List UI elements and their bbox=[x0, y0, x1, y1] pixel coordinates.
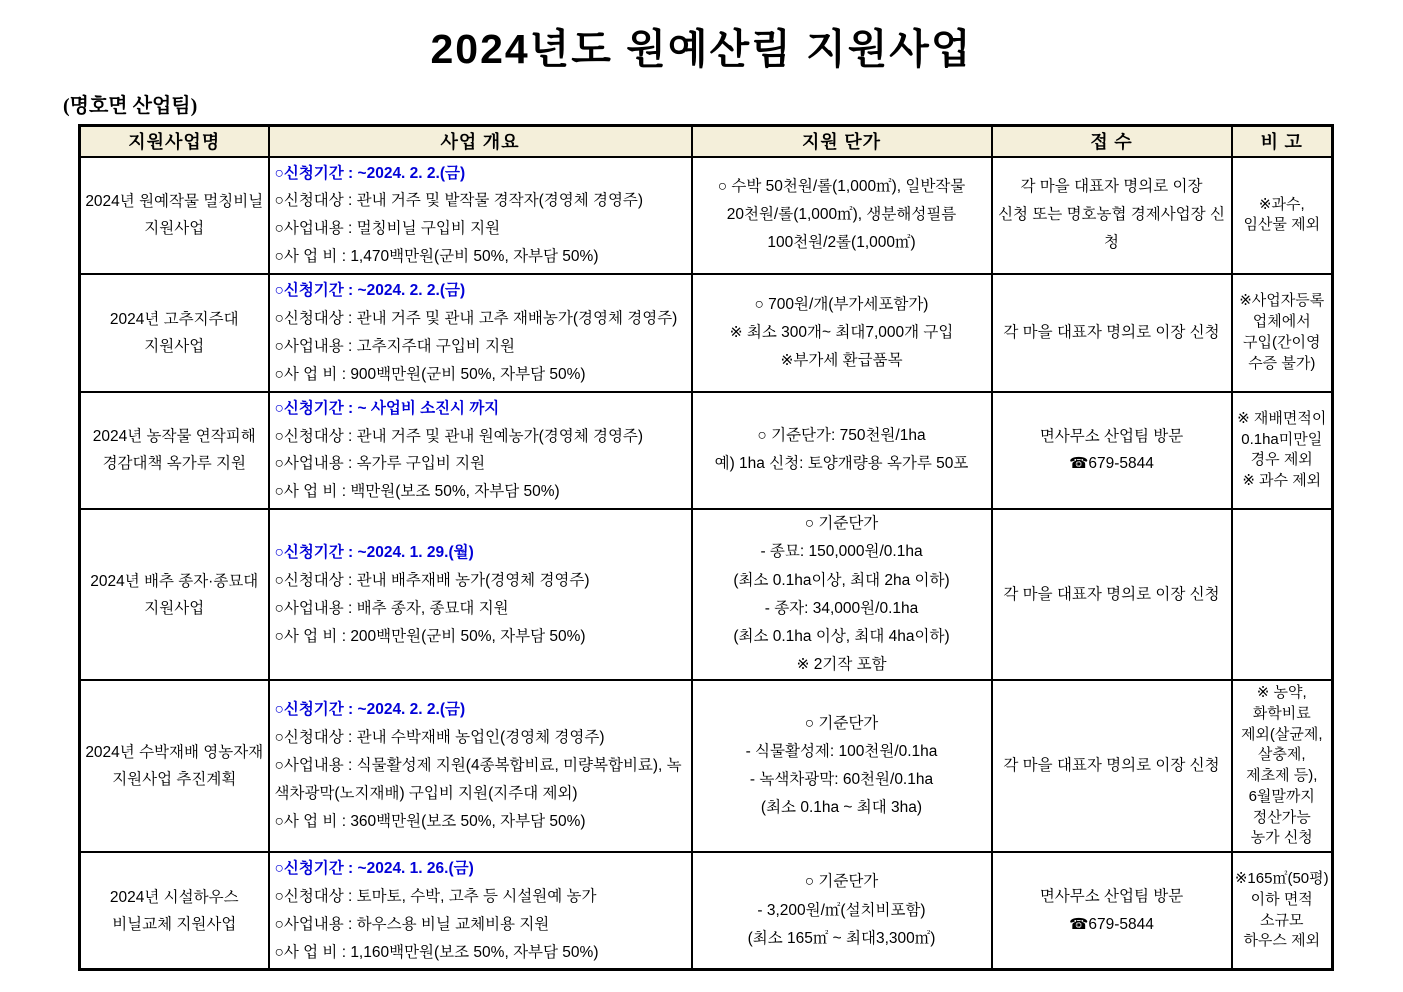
table-row bbox=[80, 680, 1333, 852]
overview-items: ○신청대상 : 관내 배추재배 농가(경영체 경영주) ○사업내용 : 배추 종자, 종묘대 지원 ○사 업 비 : 200백만원(군비 50%, 자부담 50%) bbox=[274, 571, 590, 645]
table-row bbox=[80, 852, 1333, 970]
table-header-row bbox=[80, 126, 1333, 157]
program-name-cell: 2024년 농작물 연작피해 경감대책 옥가루 지원 bbox=[80, 392, 269, 510]
header-note: 비 고 bbox=[1232, 126, 1333, 157]
page-title: 2024년도 원예산림 지원사업 bbox=[430, 26, 973, 72]
application-period: ○신청기간 : ~2024. 1. 26.(금) bbox=[274, 859, 474, 877]
overview-cell bbox=[269, 680, 692, 852]
program-name-cell: 2024년 시설하우스 비닐교체 지원사업 bbox=[80, 852, 269, 970]
header-program-name: 지원사업명 bbox=[80, 126, 269, 157]
overview-items: ○신청대상 : 관내 거주 및 밭작물 경작자(경영체 경영주) ○사업내용 : 멀칭비닐 구입비 지원 ○사 업 비 : 1,470백만원(군비 50%, 자부담 50%) bbox=[274, 192, 644, 266]
unit-price-cell: ○ 수박 50천원/롤(1,000㎡), 일반작물 20천원/롤(1,000㎡), 생분해성필름 100천원/2롤(1,000㎡) bbox=[692, 157, 992, 275]
overview-cell bbox=[269, 852, 692, 970]
header-reception: 접 수 bbox=[992, 126, 1232, 157]
reception-cell: 각 마을 대표자 명의로 이장 신청 또는 명호농협 경제사업장 신청 bbox=[992, 157, 1232, 275]
application-period: ○신청기간 : ~2024. 2. 2.(금) bbox=[274, 164, 466, 182]
note-cell: ※ 농약, 화학비료 제외(살균제, 살충제, 제초제 등), 6월말까지 정산가능 농가 신청 bbox=[1232, 680, 1333, 852]
overview-cell bbox=[269, 274, 692, 392]
application-period: ○신청기간 : ~2024. 2. 2.(금) bbox=[274, 701, 466, 719]
header-unit-price: 지원 단가 bbox=[692, 126, 992, 157]
department-subtitle: (명호면 산업팀) bbox=[63, 95, 198, 117]
note-cell: ※사업자등록 업체에서 구입(간이영 수증 불가) bbox=[1232, 274, 1333, 392]
overview-cell bbox=[269, 157, 692, 275]
application-period: ○신청기간 : ~2024. 1. 29.(월) bbox=[274, 544, 474, 562]
header-overview: 사업 개요 bbox=[269, 126, 692, 157]
program-name-cell: 2024년 수박재배 영농자재 지원사업 추진계획 bbox=[80, 680, 269, 852]
reception-cell: 면사무소 산업팀 방문 ☎679-5844 bbox=[992, 392, 1232, 510]
support-programs-table bbox=[78, 124, 1334, 971]
note-cell: ※ 재배면적이 0.1ha미만일 경우 제외 ※ 과수 제외 bbox=[1232, 392, 1333, 510]
overview-items: ○신청대상 : 관내 거주 및 관내 고추 재배농가(경영체 경영주) ○사업내용 : 고추지주대 구입비 지원 ○사 업 비 : 900백만원(군비 50%, 자부담 50%) bbox=[274, 309, 678, 383]
table-row bbox=[80, 392, 1333, 510]
overview-items: ○신청대상 : 관내 거주 및 관내 원예농가(경영체 경영주) ○사업내용 : 옥가루 구입비 지원 ○사 업 비 : 백만원(보조 50%, 자부담 50%) bbox=[274, 427, 644, 501]
application-period: ○신청기간 : ~ 사업비 소진시 까지 bbox=[274, 399, 500, 417]
reception-cell: 각 마을 대표자 명의로 이장 신청 bbox=[992, 680, 1232, 852]
reception-cell: 면사무소 산업팀 방문 ☎679-5844 bbox=[992, 852, 1232, 970]
unit-price-cell: ○ 700원/개(부가세포함가) ※ 최소 300개~ 최대7,000개 구입 ※부가세 환급품목 bbox=[692, 274, 992, 392]
note-cell bbox=[1232, 509, 1333, 680]
note-cell: ※과수, 임산물 제외 bbox=[1232, 157, 1333, 275]
program-name-cell: 2024년 배추 종자·종묘대 지원사업 bbox=[80, 509, 269, 680]
program-name-cell: 2024년 원예작물 멀칭비닐 지원사업 bbox=[80, 157, 269, 275]
program-name-cell: 2024년 고추지주대 지원사업 bbox=[80, 274, 269, 392]
reception-cell: 각 마을 대표자 명의로 이장 신청 bbox=[992, 509, 1232, 680]
table-row bbox=[80, 274, 1333, 392]
table-row bbox=[80, 509, 1333, 680]
table-row bbox=[80, 157, 1333, 275]
unit-price-cell: ○ 기준단가: 750천원/1ha 예) 1ha 신청: 토양개량용 옥가루 50포 bbox=[692, 392, 992, 510]
note-cell: ※165㎡(50평) 이하 면적 소규모 하우스 제외 bbox=[1232, 852, 1333, 970]
overview-cell bbox=[269, 509, 692, 680]
application-period: ○신청기간 : ~2024. 2. 2.(금) bbox=[274, 282, 466, 300]
overview-cell bbox=[269, 392, 692, 510]
overview-items: ○신청대상 : 관내 수박재배 농업인(경영체 경영주) ○사업내용 : 식물활성제 지원(4종복합비료, 미량복합비료), 녹색차광막(노지재배) 구입비 지원(지주대 제외) ○사 업 비 : 360백만원(보조 50%, 자부담 50%) bbox=[274, 729, 682, 830]
overview-items: ○신청대상 : 토마토, 수박, 고추 등 시설원예 농가 ○사업내용 : 하우스용 비닐 교체비용 지원 ○사 업 비 : 1,160백만원(보조 50%, 자부담 50%) bbox=[274, 887, 599, 961]
unit-price-cell: ○ 기준단가 - 3,200원/㎡(설치비포함) (최소 165㎡ ~ 최대3,300㎡) bbox=[692, 852, 992, 970]
unit-price-cell: ○ 기준단가 - 종묘: 150,000원/0.1ha (최소 0.1ha이상, 최대 2ha 이하) - 종자: 34,000원/0.1ha (최소 0.1ha 이상, 최대 4ha이하) ※ 2기작 포함 bbox=[692, 509, 992, 680]
reception-cell: 각 마을 대표자 명의로 이장 신청 bbox=[992, 274, 1232, 392]
unit-price-cell: ○ 기준단가 - 식물활성제: 100천원/0.1ha - 녹색차광막: 60천원/0.1ha (최소 0.1ha ~ 최대 3ha) bbox=[692, 680, 992, 852]
